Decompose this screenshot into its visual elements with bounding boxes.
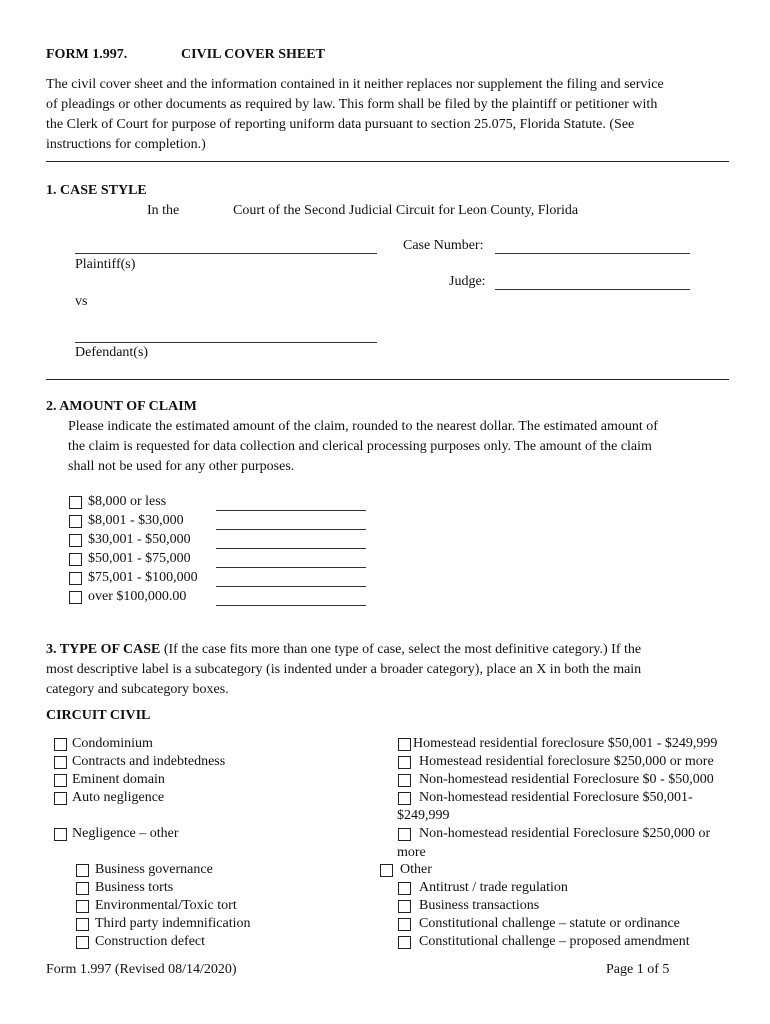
subcategory-checkbox[interactable]: [398, 828, 411, 841]
plaintiff-field[interactable]: [75, 253, 377, 254]
amount-checkbox[interactable]: [69, 591, 82, 604]
intro-paragraph: [46, 75, 746, 155]
amount-checkbox[interactable]: [69, 572, 82, 585]
page-number: Page 1 of 5: [606, 962, 670, 977]
description-line: shall not be used for any other purposes.: [68, 459, 295, 474]
subcategory-label: Business torts: [95, 880, 174, 895]
amount-checkbox[interactable]: [69, 553, 82, 566]
defendant-field[interactable]: [75, 342, 377, 343]
intro-line: of pleadings or other documents as required by law. This form shall be filed by the plaintiff or petitioner with: [46, 97, 658, 112]
subcategory-label: Environmental/Toxic tort: [95, 898, 237, 913]
amount-option-label: $30,001 - $50,000: [88, 532, 191, 547]
subcategory-label: Non-homestead residential Foreclosure $50,001-: [419, 790, 693, 805]
case-type-label: Condominium: [72, 736, 153, 751]
amount-option-label: $50,001 - $75,000: [88, 551, 191, 566]
case-type-checkbox[interactable]: [54, 756, 67, 769]
type-of-case-intro: [46, 640, 746, 700]
subcategory-checkbox[interactable]: [398, 918, 411, 931]
subcategory-checkbox[interactable]: [76, 882, 89, 895]
type-of-case-heading: 3. TYPE OF CASE: [46, 642, 161, 657]
in-the-label: In the: [147, 203, 180, 218]
case-type-label: Other: [400, 862, 432, 877]
form-revision: Form 1.997 (Revised 08/14/2020): [46, 962, 237, 977]
form-title: CIVIL COVER SHEET: [181, 47, 325, 62]
subcategory-label-continued: more: [397, 845, 426, 860]
amount-field[interactable]: [216, 586, 366, 587]
judge-field[interactable]: [495, 289, 690, 290]
subcategory-checkbox[interactable]: [398, 936, 411, 949]
case-type-checkbox[interactable]: [54, 792, 67, 805]
subcategory-label: Non-homestead residential Foreclosure $250,000 or: [419, 826, 711, 841]
amount-option-label: $8,001 - $30,000: [88, 513, 184, 528]
section-divider: [46, 379, 729, 380]
subcategory-label: Homestead residential foreclosure $50,001 - $249,999: [413, 736, 718, 751]
defendant-label: Defendant(s): [75, 345, 149, 360]
form-number: FORM 1.997.: [46, 47, 128, 62]
case-type-checkbox[interactable]: [380, 864, 393, 877]
type-of-case-line: category and subcategory boxes.: [46, 682, 229, 697]
subcategory-label: Non-homestead residential Foreclosure $0 - $50,000: [419, 772, 714, 787]
case-type-label: Eminent domain: [72, 772, 165, 787]
case-type-label: Negligence – other: [72, 826, 179, 841]
subcategory-label: Third party indemnification: [95, 916, 251, 931]
amount-of-claim-description: [68, 417, 748, 477]
subcategory-checkbox[interactable]: [76, 864, 89, 877]
case-type-label: Auto negligence: [72, 790, 165, 805]
amount-option-label: $75,001 - $100,000: [88, 570, 198, 585]
type-of-case-instruction: (If the case fits more than one type of case, select the most definitive category.) If the: [160, 642, 642, 657]
subcategory-checkbox[interactable]: [398, 738, 411, 751]
subcategory-label: Business transactions: [419, 898, 540, 913]
intro-line: The civil cover sheet and the information contained in it neither replaces nor supplement the filing and service: [46, 77, 664, 92]
section-divider: [46, 161, 729, 162]
amount-field[interactable]: [216, 567, 366, 568]
description-line: the claim is requested for data collection and clerical processing purposes only. The amount of the claim: [68, 439, 652, 454]
amount-of-claim-heading: 2. AMOUNT OF CLAIM: [46, 399, 197, 414]
case-type-checkbox[interactable]: [54, 738, 67, 751]
type-of-case-line: most descriptive label is a subcategory (is indented under a broader category), place an X in both the main: [46, 662, 642, 677]
case-type-checkbox[interactable]: [54, 774, 67, 787]
intro-line: the Clerk of Court for purpose of reporting uniform data pursuant to section 25.075, Florida Statute. (See: [46, 117, 635, 132]
subcategory-checkbox[interactable]: [76, 900, 89, 913]
amount-field[interactable]: [216, 605, 366, 606]
description-line: Please indicate the estimated amount of the claim, rounded to the nearest dollar. The estimated amount of: [68, 419, 658, 434]
amount-checkbox[interactable]: [69, 515, 82, 528]
subcategory-checkbox[interactable]: [76, 936, 89, 949]
case-number-field[interactable]: [495, 253, 690, 254]
subcategory-label-continued: $249,999: [397, 808, 450, 823]
amount-checkbox[interactable]: [69, 534, 82, 547]
subcategory-checkbox[interactable]: [398, 882, 411, 895]
circuit-civil-heading: CIRCUIT CIVIL: [46, 708, 151, 723]
subcategory-label: Business governance: [95, 862, 213, 877]
case-type-label: Contracts and indebtedness: [72, 754, 226, 769]
amount-option-label: over $100,000.00: [88, 589, 187, 604]
subcategory-label: Homestead residential foreclosure $250,000 or more: [419, 754, 714, 769]
subcategory-label: Antitrust / trade regulation: [419, 880, 568, 895]
subcategory-checkbox[interactable]: [398, 774, 411, 787]
subcategory-checkbox[interactable]: [398, 900, 411, 913]
amount-field[interactable]: [216, 529, 366, 530]
intro-line: instructions for completion.): [46, 137, 206, 152]
subcategory-checkbox[interactable]: [398, 792, 411, 805]
case-style-heading: 1. CASE STYLE: [46, 183, 147, 198]
amount-field[interactable]: [216, 510, 366, 511]
amount-checkbox[interactable]: [69, 496, 82, 509]
subcategory-label: Constitutional challenge – statute or ordinance: [419, 916, 680, 931]
type-of-case-line: [46, 640, 746, 660]
amount-field[interactable]: [216, 548, 366, 549]
case-number-label: Case Number:: [403, 238, 484, 253]
subcategory-checkbox[interactable]: [398, 756, 411, 769]
subcategory-label: Constitutional challenge – proposed amendment: [419, 934, 690, 949]
subcategory-label: Construction defect: [95, 934, 206, 949]
plaintiff-label: Plaintiff(s): [75, 257, 136, 272]
subcategory-checkbox[interactable]: [76, 918, 89, 931]
case-type-checkbox[interactable]: [54, 828, 67, 841]
court-name: Court of the Second Judicial Circuit for Leon County, Florida: [233, 203, 579, 218]
judge-label: Judge:: [449, 274, 486, 289]
vs-label: vs: [75, 294, 88, 309]
amount-option-label: $8,000 or less: [88, 494, 167, 509]
